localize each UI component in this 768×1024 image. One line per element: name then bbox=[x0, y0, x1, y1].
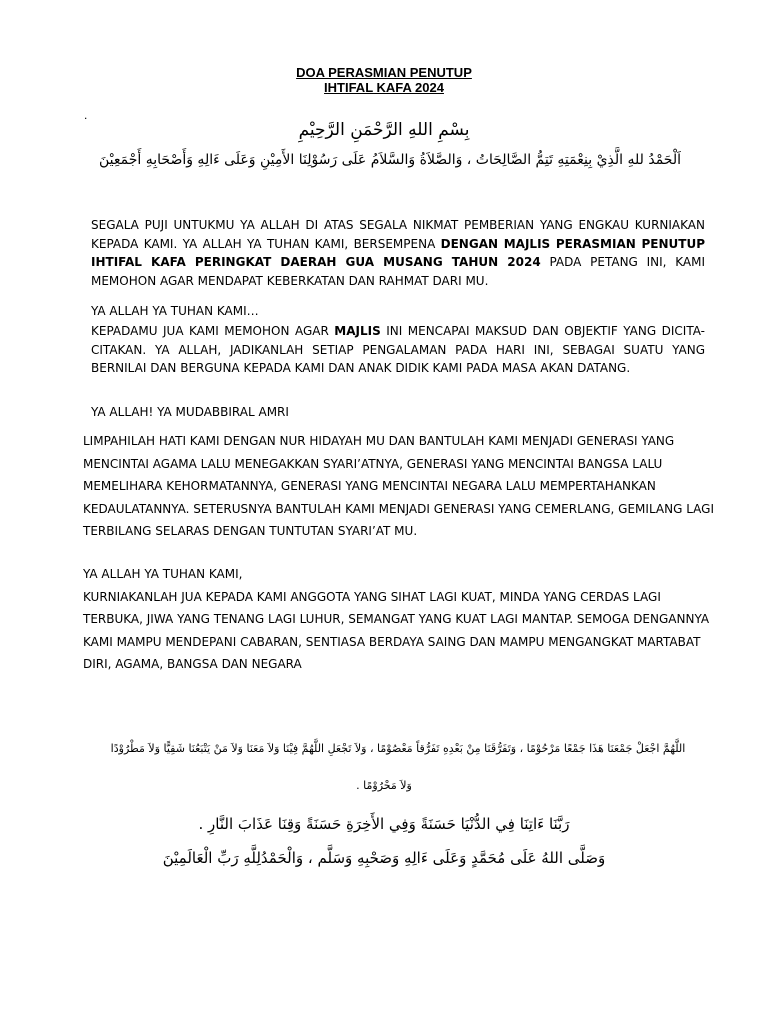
document-title-line-1: DOA PERASMIAN PENUTUP bbox=[296, 65, 472, 80]
paragraph-opening-praise: SEGALA PUJI UNTUKMU YA ALLAH DI ATAS SEGALA NIKMAT PEMBERIAN YANG ENGKAU KURNIAKAN KEPADA KAMI. YA ALLAH YA TUHAN KAMI, BERSEMPENA DENGAN MAJLIS PERASMIAN PENUTUP IHTIFAL KAFA PERINGKAT DAERAH GUA MUSANG TAHUN 2024 PADA PETANG INI, KAMI MEMOHON AGAR MENDAPAT KEBERKATAN DAN RAHMAT DARI MU. bbox=[91, 218, 706, 288]
hamdalah-arabic: اَلْحَمْدُ للهِ الَّذِيْ بِنِعْمَتِهِ تَتِمُّ الصَّالِحَاتُ ، وَالصَّلاَةُ وَالسَّلاَمُ عَلَى رَسُوْلِنَا الأَمِيْنِ وَعَلَى ءَالِهِ وَأَصْحَابِهِ أَجْمَعِيْنَ bbox=[99, 152, 681, 168]
salawat-closing-arabic: وَصَلَّى اللهُ عَلَى مُحَمَّدٍ وَعَلَى ءَالِهِ وَصَحْبِهِ وَسَلَّم ، وَالْحَمْدُلِلَّهِ رَبِّ الْعَالَمِيْنَ bbox=[162, 849, 606, 867]
closing-dua-arabic-line-2: وَلاَ مَحْرُوْمًا . bbox=[356, 779, 412, 792]
paragraph-invocation-2: YA ALLAH! YA MUDABBIRAL AMRI bbox=[91, 405, 289, 419]
document-title-line-2: IHTIFAL KAFA 2024 bbox=[324, 80, 444, 95]
basmalah-arabic: بِسْمِ اللهِ الرَّحْمَنِ الرَّحِيْمِ bbox=[298, 120, 470, 140]
paragraph-majlis-objective: KEPADAMU JUA KAMI MEMOHON AGAR MAJLIS INI MENCAPAI MAKSUD DAN OBJEKTIF YANG DICITA-CITAKAN. YA ALLAH, JADIKANLAH SETIAP PENGALAMAN PADA HARI INI, SEBAGAI SUATU YANG BERNILAI DAN BERGUNA KEPADA KAMI DAN ANAK DIDIK KAMI PADA MASA AKAN DATANG. bbox=[91, 324, 705, 375]
rabbana-dua-arabic: رَبَّنَا ءَاتِنَا فِي الدُّنْيَا حَسَنَةً وَفِي الأَخِرَةِ حَسَنَةً وَقِنَا عَذَابَ النَّارِ . bbox=[198, 815, 570, 833]
paragraph-health-prayer: YA ALLAH YA TUHAN KAMI, KURNIAKANLAH JUA KEPADA KAMI ANGGOTA YANG SIHAT LAGI KUAT, MINDA YANG CERDAS LAGI TERBUKA, JIWA YANG TENANG LAGI LUHUR, SEMANGAT YANG KUAT LAGI MANTAP. SEMOGA DENGANNYA KAMI MAMPU MENDEPANI CABARAN, SENTIASA BERDAYA SAING DAN MAMPU MENGANGKAT MARTABAT DIRI, AGAMA, BANGSA DAN NEGARA bbox=[83, 567, 710, 671]
closing-dua-arabic-line-1: اللَّهُمَّ اجْعَلْ جَمْعَنَا هَذَا جَمْعًا مَرْحُوْمًا ، وَتَفَرُّقَنَا مِنْ بَعْدِهِ تَفَرُّقاً مَعْصُوْمًا ، وَلاَ تَجْعَلِ اللَّهُمَّ فِيْنَا وَلاَ مَعَنَا وَلاَ مَنْ يَتْبَعُنَا شَقِيًّا وَلاَ مَطْرُوْدًا bbox=[110, 742, 686, 755]
bullet-marker: . bbox=[84, 108, 88, 122]
paragraph-generation-prayer: LIMPAHILAH HATI KAMI DENGAN NUR HIDAYAH MU DAN BANTULAH KAMI MENJADI GENERASI YANG MENCINTAI AGAMA LALU MENEGAKKAN SYARI’ATNYA, GENERASI YANG MENCINTAI BANGSA LALU MEMELIHARA KEHORMATANNYA, GENERASI YANG MENCINTAI NEGARA LALU MEMPERTAHANKAN KEDAULATANNYA. SETERUSNYA BANTULAH KAMI MENJADI GENERASI YANG CEMERLANG, GEMILANG LAGI TERBILANG SELARAS DENGAN TUNTUTAN SYARI’AT MU. bbox=[83, 434, 715, 538]
paragraph-invocation-1: YA ALLAH YA TUHAN KAMI… bbox=[91, 304, 259, 318]
